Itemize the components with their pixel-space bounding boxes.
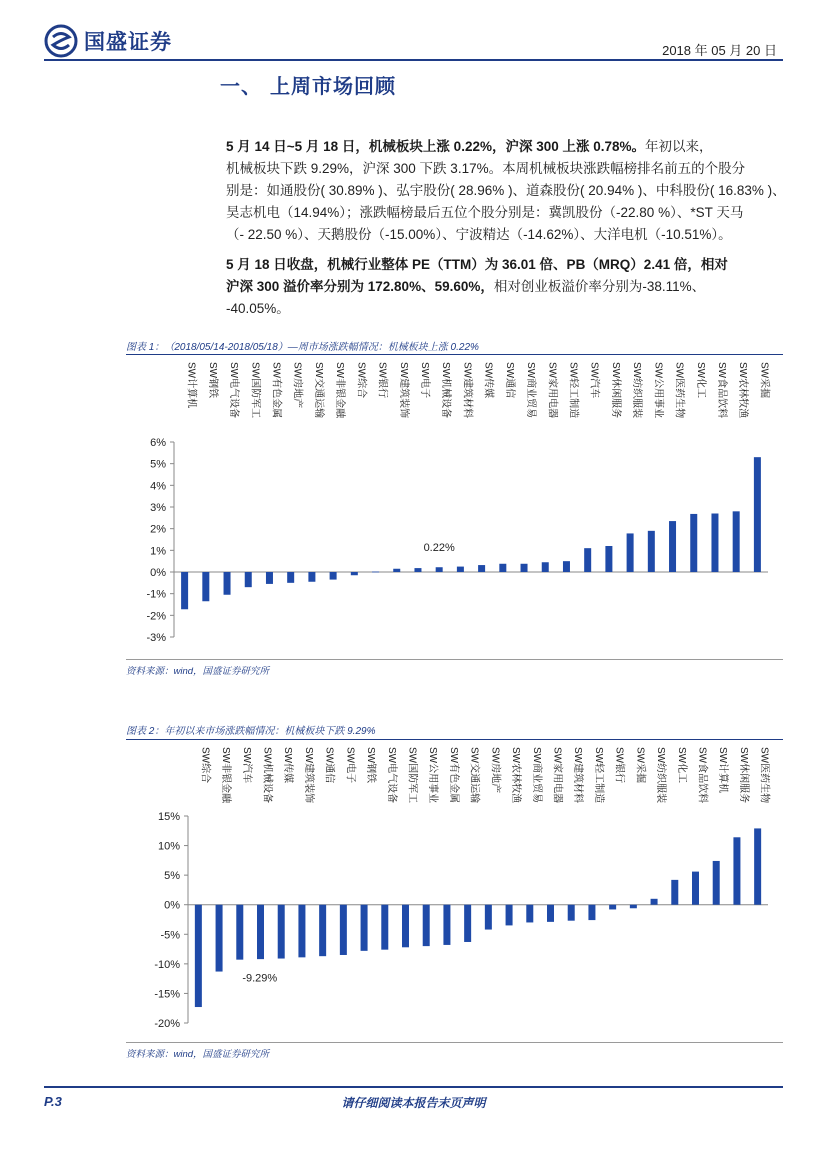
category-label: SW汽车 xyxy=(588,362,600,399)
bar xyxy=(754,457,761,572)
bar xyxy=(278,905,285,959)
category-label: SW计算机 xyxy=(185,362,197,409)
figure1-bottom-rule xyxy=(126,659,783,660)
bar xyxy=(648,531,655,572)
page-number: P.3 xyxy=(44,1094,62,1109)
category-label: SW交通运输 xyxy=(468,747,480,804)
figure2-bottom-rule xyxy=(126,1042,783,1043)
bar xyxy=(478,565,485,572)
category-label: SW食品饮料 xyxy=(715,362,727,419)
category-label: SW综合 xyxy=(199,747,211,784)
category-label: SW轻工制造 xyxy=(567,362,579,419)
category-label: SW电气设备 xyxy=(228,362,240,419)
category-label: SW电子 xyxy=(418,362,430,399)
figure2-chart xyxy=(126,741,783,1039)
bar xyxy=(457,567,464,572)
bar xyxy=(521,564,528,572)
company-logo xyxy=(44,24,172,58)
y-tick-label: -15% xyxy=(154,988,180,1001)
y-tick-label: 15% xyxy=(157,811,180,823)
y-tick-label: 3% xyxy=(150,502,166,514)
category-label: SW非银金融 xyxy=(220,747,232,804)
figure2-caption: 图表 2：年初以来市场涨跌幅情况：机械板块下跌 9.29% xyxy=(126,726,376,737)
para2-line1: 5 月 18 日收盘，机械行业整体 PE（TTM）为 36.01 倍、PB（MRQ）2.41 倍，相对 xyxy=(226,257,728,272)
bar xyxy=(609,905,616,910)
bar xyxy=(202,572,209,601)
y-tick-label: 0% xyxy=(150,567,166,579)
y-tick-label: 1% xyxy=(150,545,166,558)
category-label: SW采掘 xyxy=(634,747,646,784)
bar xyxy=(340,905,347,955)
figure2-source: 资料来源：wind，国盛证券研究所 xyxy=(126,1049,270,1060)
category-label: SW通信 xyxy=(503,362,515,399)
category-label: SW银行 xyxy=(613,747,625,784)
category-label: SW有色金属 xyxy=(447,747,459,804)
bar xyxy=(308,572,315,582)
bar xyxy=(181,572,188,609)
category-label: SW化工 xyxy=(675,747,687,784)
category-label: SW商业贸易 xyxy=(525,362,537,419)
category-label: SW食品饮料 xyxy=(696,747,708,804)
bar xyxy=(414,568,421,572)
category-label: SW传媒 xyxy=(282,747,294,784)
para1-line2: 机械板块下跌 9.29%，沪深 300 下跌 3.17%。本周机械板块涨跌幅榜排名前五的个股分 xyxy=(226,161,746,176)
bar xyxy=(266,572,273,584)
y-tick-label: 2% xyxy=(150,523,166,536)
y-tick-label: 4% xyxy=(150,480,166,493)
category-label: SW建筑装饰 xyxy=(397,362,409,419)
bar xyxy=(372,572,379,573)
bar xyxy=(361,905,368,951)
para1-line3: 别是：如通股份( 30.89% )、弘宇股份( 28.96% )、道森股份( 20.94% )、中科股份( 16.83% )、 xyxy=(226,183,786,198)
bar xyxy=(464,905,471,942)
category-label: SW汽车 xyxy=(240,747,252,784)
category-label: SW家用电器 xyxy=(546,362,558,419)
bar xyxy=(713,861,720,905)
y-tick-label: 5% xyxy=(164,870,180,883)
bar xyxy=(547,905,554,922)
y-tick-label: 6% xyxy=(150,437,166,449)
bar xyxy=(224,572,231,595)
category-label: SW纺织服装 xyxy=(655,747,667,804)
category-label: SW房地产 xyxy=(489,747,501,794)
category-label: SW农林牧渔 xyxy=(510,747,522,804)
bar xyxy=(690,514,697,572)
para1-line5: （- 22.50 %）、天鹅股份（-15.00%）、宁波精达（-14.62%）、大洋电机（-10.51%）。 xyxy=(226,227,732,242)
header-divider xyxy=(44,59,783,61)
report-date: 2018 年 05 月 20 日 xyxy=(662,43,777,58)
category-label: SW交通运输 xyxy=(312,362,324,419)
category-label: SW有色金属 xyxy=(270,362,282,419)
figure2-top-rule xyxy=(126,739,783,740)
figure1-caption: 图表 1：（2018/05/14-2018/05/18）—周市场涨跌幅情况：机械板块上涨 0.22% xyxy=(126,342,479,353)
para2-line3: -40.05%。 xyxy=(226,301,290,316)
bar xyxy=(287,572,294,583)
section-title: 一、 上周市场回顾 xyxy=(220,74,396,98)
bar xyxy=(393,569,400,572)
category-label: SW建筑装饰 xyxy=(302,747,314,804)
y-tick-label: -20% xyxy=(154,1018,180,1030)
bar xyxy=(711,514,718,573)
footer-divider xyxy=(44,1086,783,1088)
category-label: SW纺织服装 xyxy=(631,362,643,419)
bar xyxy=(485,905,492,930)
bar xyxy=(216,905,223,972)
bar xyxy=(443,905,450,945)
category-label: SW医药生物 xyxy=(758,747,770,804)
category-label: SW休闲服务 xyxy=(609,362,621,419)
bar xyxy=(257,905,264,959)
category-label: SW建筑材料 xyxy=(461,362,473,419)
data-annotation: 0.22% xyxy=(423,542,455,555)
bar xyxy=(692,872,699,905)
category-label: SW采掘 xyxy=(758,362,770,399)
category-label: SW农林牧渔 xyxy=(737,362,749,419)
y-tick-label: -1% xyxy=(146,588,166,601)
bar xyxy=(651,899,658,905)
y-tick-label: -5% xyxy=(160,929,180,942)
bar xyxy=(436,567,443,572)
category-label: SW房地产 xyxy=(291,362,303,409)
data-annotation: -9.29% xyxy=(242,972,278,985)
bar xyxy=(245,572,252,587)
category-label: SW国防军工 xyxy=(249,362,261,419)
para2-line2-rest: 相对创业板溢价率分别为-38.11%、 xyxy=(493,279,706,294)
bar xyxy=(588,905,595,920)
logo-text: 国盛证券 xyxy=(84,30,172,54)
bar xyxy=(542,562,549,572)
bar xyxy=(506,905,513,926)
bar xyxy=(499,564,506,572)
bar xyxy=(298,905,305,958)
bar xyxy=(671,880,678,905)
bar xyxy=(733,837,740,904)
bar xyxy=(402,905,409,948)
para1-lead: 5 月 14 日~5 月 18 日，机械板块上涨 0.22%，沪深 300 上涨 0.78%。 xyxy=(226,139,646,154)
bar xyxy=(669,521,676,572)
category-label: SW医药生物 xyxy=(673,362,685,419)
category-label: SW机械设备 xyxy=(261,747,273,804)
category-label: SW电气设备 xyxy=(385,747,397,804)
category-label: SW化工 xyxy=(694,362,706,399)
figure1-top-rule xyxy=(126,354,783,355)
y-tick-label: 10% xyxy=(157,840,180,853)
y-tick-label: -2% xyxy=(146,610,166,623)
category-label: SW机械设备 xyxy=(440,362,452,419)
bar xyxy=(351,572,358,575)
y-tick-label: 0% xyxy=(164,899,180,912)
para1-line1-rest: 年初以来， xyxy=(645,139,713,154)
bar xyxy=(563,561,570,572)
y-tick-label: -10% xyxy=(154,958,180,971)
category-label: SW轻工制造 xyxy=(592,747,604,804)
bar xyxy=(733,511,740,572)
bar xyxy=(195,905,202,1007)
para2-line2-bold: 沪深 300 溢价率分别为 172.80%、59.60%， xyxy=(226,279,494,294)
figure1-source: 资料来源：wind，国盛证券研究所 xyxy=(126,666,270,677)
bar xyxy=(605,546,612,572)
bar xyxy=(568,905,575,921)
bar xyxy=(236,905,243,960)
y-tick-label: 5% xyxy=(150,458,166,471)
category-label: SW银行 xyxy=(376,362,388,399)
bar xyxy=(627,533,634,572)
paragraph-market-review xyxy=(226,136,786,246)
category-label: SW综合 xyxy=(355,362,367,399)
bar xyxy=(630,905,637,909)
bar xyxy=(754,828,761,904)
y-tick-label: -3% xyxy=(146,632,166,644)
category-label: SW国防军工 xyxy=(406,747,418,804)
category-label: SW建筑材料 xyxy=(572,747,584,804)
category-label: SW钢铁 xyxy=(365,747,377,784)
category-label: SW钢铁 xyxy=(206,362,218,399)
category-label: SW商业贸易 xyxy=(530,747,542,804)
bar xyxy=(526,905,533,923)
bar xyxy=(584,548,591,572)
category-label: SW非银金融 xyxy=(334,362,346,419)
category-label: SW计算机 xyxy=(717,747,729,794)
category-label: SW休闲服务 xyxy=(737,747,749,804)
category-label: SW家用电器 xyxy=(551,747,563,804)
bar xyxy=(319,905,326,956)
category-label: SW电子 xyxy=(344,747,356,784)
para1-line4: 昊志机电（14.94%）；涨跌幅榜最后五位个股分别是：冀凯股份（-22.80 %）、*ST 天马 xyxy=(226,205,744,220)
category-label: SW传媒 xyxy=(482,362,494,399)
bar xyxy=(423,905,430,946)
category-label: SW公用事业 xyxy=(652,362,664,419)
figure1-chart xyxy=(126,356,783,656)
logo-icon xyxy=(44,24,78,58)
category-label: SW公用事业 xyxy=(427,747,439,804)
bar xyxy=(381,905,388,950)
bar xyxy=(330,572,337,580)
category-label: SW通信 xyxy=(323,747,335,784)
footer-disclaimer: 请仔细阅读本报告末页声明 xyxy=(341,1096,486,1110)
paragraph-valuation xyxy=(226,254,786,320)
